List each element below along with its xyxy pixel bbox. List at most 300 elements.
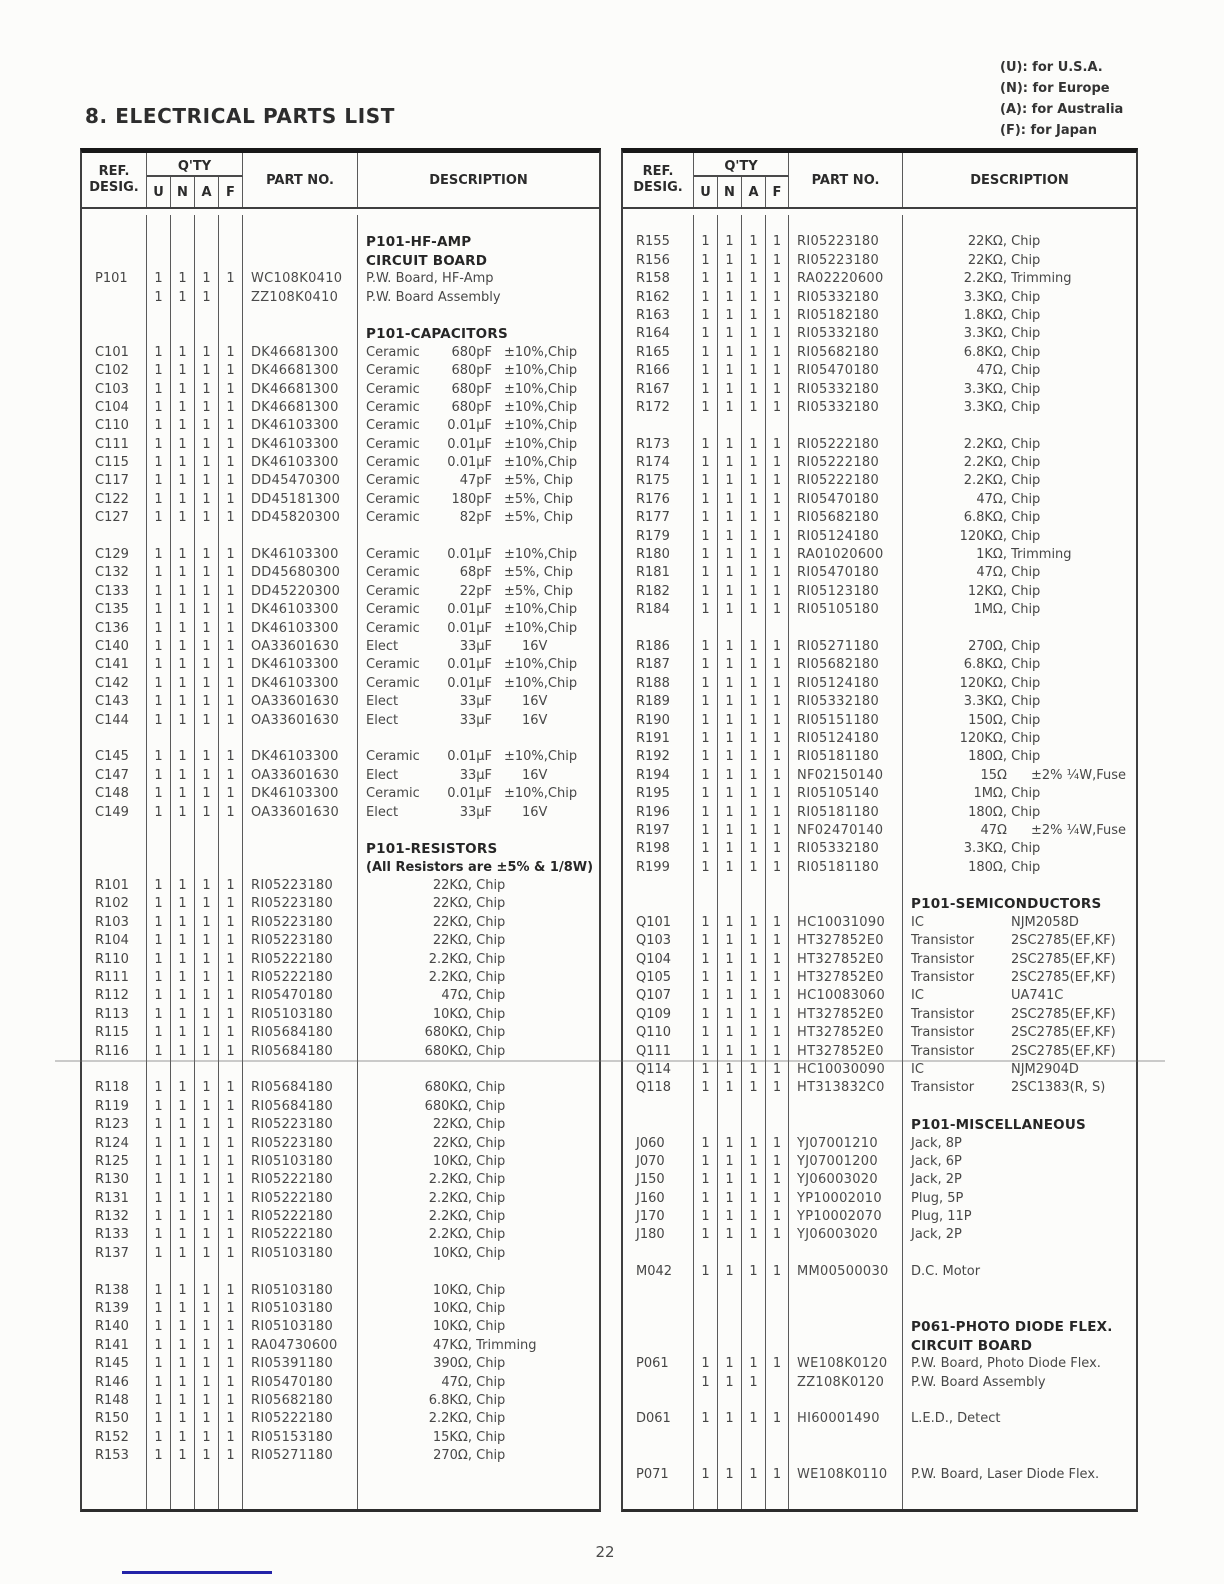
qty-cell <box>766 1318 789 1336</box>
qty-cell <box>195 730 219 748</box>
table-row <box>82 546 599 564</box>
part-no-cell <box>243 822 358 840</box>
qty-cell: 1 <box>718 546 742 564</box>
ref-desig-cell: J170 <box>623 1208 694 1226</box>
description-cell <box>903 1153 1136 1171</box>
qty-cell <box>766 1116 789 1134</box>
part-value: 22KΩ, <box>432 1117 472 1133</box>
part-suffix: Chip <box>1007 565 1041 581</box>
qty-cell <box>195 252 219 270</box>
description-cell <box>358 1116 599 1134</box>
ref-desig-cell: R172 <box>623 399 694 417</box>
qty-cell: 1 <box>694 1171 718 1189</box>
qty-cell: 1 <box>694 1135 718 1153</box>
qty-cell: 1 <box>147 638 171 656</box>
qty-cell: 1 <box>742 1153 766 1171</box>
qty-cell <box>171 325 195 343</box>
qty-cell: 1 <box>195 877 219 895</box>
qty-cell: 1 <box>219 693 243 711</box>
qty-cell <box>147 307 171 325</box>
table-row <box>82 1392 599 1410</box>
part-suffix: Chip <box>472 878 506 894</box>
qty-cell: 1 <box>147 564 171 582</box>
part-description-text: Jack, 2P <box>911 1172 962 1188</box>
qty-cell: 1 <box>171 1190 195 1208</box>
part-tolerance: ±5%, Chip <box>504 583 573 599</box>
part-suffix: Chip <box>472 1245 506 1261</box>
part-no-cell: RI05223180 <box>243 877 358 895</box>
qty-cell: 1 <box>171 417 195 435</box>
qty-cell <box>742 1318 766 1336</box>
description-cell <box>358 454 599 472</box>
part-type: IC <box>911 988 924 1004</box>
qty-cell: 1 <box>147 1135 171 1153</box>
part-no-cell: DK46103300 <box>243 748 358 766</box>
part-no-cell: RI05470180 <box>789 362 903 380</box>
blank-row <box>82 1502 599 1512</box>
qty-cell: 1 <box>694 1024 718 1042</box>
part-value: 0.01µF <box>447 418 492 434</box>
table-row <box>82 436 599 454</box>
part-description-text: P.W. Board, Photo Diode Flex. <box>911 1356 1101 1372</box>
section-header-row <box>82 252 599 270</box>
part-value: 6.8KΩ, <box>963 657 1007 673</box>
qty-cell: 1 <box>219 1006 243 1024</box>
qty-cell: 1 <box>694 730 718 748</box>
part-no-cell: RI05223180 <box>243 1135 358 1153</box>
part-value: 680pF <box>451 399 492 415</box>
qty-cell: 1 <box>694 1006 718 1024</box>
part-no-cell: RI05470180 <box>243 1374 358 1392</box>
qty-cell: 1 <box>195 1410 219 1428</box>
qty-cell: 1 <box>195 932 219 950</box>
qty-cell: 1 <box>171 1116 195 1134</box>
qty-cell: 1 <box>147 1171 171 1189</box>
qty-cell: 1 <box>766 1043 789 1061</box>
part-value: 2.2KΩ, <box>428 1411 472 1427</box>
description-cell <box>358 693 599 711</box>
qty-cell <box>171 1061 195 1079</box>
qty-col-f: F <box>219 177 243 207</box>
part-suffix: Chip <box>472 1043 506 1059</box>
qty-cell <box>694 1502 718 1512</box>
part-no-cell: DK46103300 <box>243 546 358 564</box>
ref-desig-cell: R113 <box>82 1006 147 1024</box>
qty-cell: 1 <box>766 656 789 674</box>
ref-header-line2: DESIG. <box>89 180 139 195</box>
part-no-header: PART NO. <box>243 153 358 207</box>
table-header <box>623 153 1136 209</box>
qty-cell: 1 <box>718 528 742 546</box>
qty-cell: 1 <box>195 1318 219 1336</box>
page-number: 22 <box>595 1543 615 1561</box>
qty-cell: 1 <box>195 1024 219 1042</box>
part-model: UA741C <box>1011 988 1064 1004</box>
part-no-cell: YJ06003020 <box>789 1226 903 1244</box>
table-row <box>82 932 599 950</box>
description-cell <box>903 951 1136 969</box>
qty-cell <box>718 1098 742 1116</box>
qty-cell <box>694 417 718 435</box>
qty-cell: 1 <box>718 1079 742 1097</box>
table-row <box>623 1226 1136 1244</box>
part-no-cell: RI05332180 <box>789 381 903 399</box>
part-no-cell <box>789 1245 903 1263</box>
part-type: IC <box>911 914 924 930</box>
scan-artifact-line <box>55 1060 1165 1062</box>
qty-cell: 1 <box>694 564 718 582</box>
qty-cell <box>219 1502 243 1512</box>
qty-cell: 1 <box>195 1135 219 1153</box>
part-suffix: Chip <box>1007 786 1041 802</box>
ref-desig-cell: C142 <box>82 675 147 693</box>
qty-cell <box>219 1263 243 1281</box>
qty-cell: 1 <box>694 399 718 417</box>
qty-cell: 1 <box>147 546 171 564</box>
ref-desig-cell: R123 <box>82 1116 147 1134</box>
qty-cell: 1 <box>718 969 742 987</box>
description-cell <box>903 1502 1136 1512</box>
part-no-cell: DK46103300 <box>243 454 358 472</box>
ref-desig-cell: R181 <box>623 564 694 582</box>
ref-desig-cell: R195 <box>623 785 694 803</box>
qty-cell <box>171 252 195 270</box>
part-suffix: Chip <box>1007 694 1041 710</box>
qty-cell: 1 <box>219 1337 243 1355</box>
description-cell <box>358 362 599 380</box>
qty-cell: 1 <box>219 620 243 638</box>
qty-cell: 1 <box>147 1410 171 1428</box>
part-tolerance: ±10%,Chip <box>504 602 578 618</box>
part-suffix: Chip <box>1007 675 1041 691</box>
blank-row <box>623 1282 1136 1300</box>
section-header-row <box>623 1318 1136 1336</box>
ref-desig-cell: C133 <box>82 583 147 601</box>
ref-desig-cell: R138 <box>82 1282 147 1300</box>
part-no-cell: RI05181180 <box>789 859 903 877</box>
ref-desig-cell: C143 <box>82 693 147 711</box>
qty-cell: 1 <box>694 509 718 527</box>
qty-cell <box>694 1245 718 1263</box>
qty-cell: 1 <box>718 1208 742 1226</box>
part-value: 22KΩ, <box>432 878 472 894</box>
ref-desig-cell: C136 <box>82 620 147 638</box>
qty-cell: 1 <box>219 1171 243 1189</box>
ref-desig-cell <box>82 1484 147 1502</box>
table-row <box>623 491 1136 509</box>
description-cell <box>903 270 1136 288</box>
ref-desig-cell <box>623 1282 694 1300</box>
qty-cell: 1 <box>742 1006 766 1024</box>
table-row <box>82 289 599 307</box>
qty-cell: 1 <box>694 1374 718 1392</box>
qty-cell: 1 <box>718 932 742 950</box>
part-suffix: Chip <box>472 1172 506 1188</box>
qty-cell: 1 <box>766 1226 789 1244</box>
description-cell <box>903 675 1136 693</box>
ref-desig-cell: R102 <box>82 895 147 913</box>
qty-cell: 1 <box>147 620 171 638</box>
qty-cell <box>766 1282 789 1300</box>
qty-cell: 1 <box>694 344 718 362</box>
part-no-cell <box>789 1116 903 1134</box>
table-row <box>623 987 1136 1005</box>
part-value: 47Ω, <box>976 491 1007 507</box>
table-row <box>623 362 1136 380</box>
legend-item-australia: (A): for Australia <box>1000 102 1124 117</box>
part-no-cell: RA01020600 <box>789 546 903 564</box>
part-suffix: Chip <box>472 1080 506 1096</box>
description-cell <box>903 859 1136 877</box>
part-type: Ceramic <box>366 657 420 673</box>
part-value: 22KΩ, <box>432 896 472 912</box>
qty-cell: 1 <box>718 289 742 307</box>
ref-desig-cell <box>82 730 147 748</box>
part-type: Ceramic <box>366 565 420 581</box>
qty-cell <box>171 1484 195 1502</box>
table-row <box>623 252 1136 270</box>
qty-cell <box>694 1392 718 1410</box>
qty-cell <box>195 528 219 546</box>
qty-cell: 1 <box>171 1135 195 1153</box>
qty-cell <box>742 1337 766 1355</box>
qty-header: Q'TY <box>147 153 243 177</box>
part-no-cell <box>789 877 903 895</box>
description-cell <box>903 730 1136 748</box>
table-row <box>623 638 1136 656</box>
ref-desig-cell: Q105 <box>623 969 694 987</box>
table-row <box>623 1208 1136 1226</box>
qty-cell <box>147 1502 171 1512</box>
part-no-cell: RI05682180 <box>789 344 903 362</box>
qty-cell: 1 <box>694 656 718 674</box>
part-no-cell: RI05682180 <box>789 656 903 674</box>
ref-desig-cell: R196 <box>623 804 694 822</box>
legend-item-usa: (U): for U.S.A. <box>1000 60 1103 75</box>
ref-desig-cell: R163 <box>623 307 694 325</box>
description-cell <box>358 656 599 674</box>
description-cell <box>903 1447 1136 1465</box>
qty-cell: 1 <box>147 748 171 766</box>
qty-cell: 1 <box>219 509 243 527</box>
qty-cell: 1 <box>195 491 219 509</box>
table-row <box>623 399 1136 417</box>
description-cell <box>903 1300 1136 1318</box>
qty-cell: 1 <box>171 344 195 362</box>
ref-desig-cell <box>82 1502 147 1512</box>
ref-desig-cell: C145 <box>82 748 147 766</box>
description-cell <box>903 215 1136 233</box>
section-note-row <box>82 859 599 877</box>
qty-cell: 1 <box>742 509 766 527</box>
qty-cell: 1 <box>718 454 742 472</box>
part-type: Ceramic <box>366 749 420 765</box>
table-row <box>82 1153 599 1171</box>
description-cell <box>358 1190 599 1208</box>
part-suffix: Chip <box>472 1227 506 1243</box>
qty-cell: 1 <box>171 270 195 288</box>
part-no-cell <box>789 417 903 435</box>
part-no-cell <box>789 895 903 913</box>
part-no-cell <box>789 1429 903 1447</box>
part-value: 0.01µF <box>447 786 492 802</box>
ref-desig-cell <box>623 1392 694 1410</box>
ref-desig-cell: J060 <box>623 1135 694 1153</box>
description-cell <box>358 1502 599 1512</box>
qty-cell <box>171 1263 195 1281</box>
part-no-cell: OA33601630 <box>243 767 358 785</box>
ref-desig-cell: R145 <box>82 1355 147 1373</box>
part-suffix: Chip <box>472 1411 506 1427</box>
part-value: 3.3KΩ, <box>963 381 1007 397</box>
table-row <box>623 822 1136 840</box>
qty-cell <box>195 1263 219 1281</box>
ref-desig-cell: R166 <box>623 362 694 380</box>
section-header-row <box>623 1337 1136 1355</box>
table-row <box>82 399 599 417</box>
part-suffix: Chip <box>472 1319 506 1335</box>
qty-cell: 1 <box>219 1135 243 1153</box>
qty-cell: 1 <box>147 969 171 987</box>
qty-cell: 1 <box>171 1208 195 1226</box>
part-type: Ceramic <box>366 491 420 507</box>
part-value: 12KΩ, <box>967 583 1007 599</box>
qty-cell: 1 <box>219 583 243 601</box>
qty-cell: 1 <box>766 436 789 454</box>
part-no-cell: RI05223180 <box>243 914 358 932</box>
table-row <box>82 767 599 785</box>
qty-cell <box>694 215 718 233</box>
qty-cell: 1 <box>766 381 789 399</box>
qty-cell: 1 <box>147 987 171 1005</box>
qty-cell: 1 <box>171 362 195 380</box>
description-cell <box>358 1135 599 1153</box>
qty-cell: 1 <box>195 472 219 490</box>
qty-cell: 1 <box>171 1006 195 1024</box>
ref-desig-cell: R179 <box>623 528 694 546</box>
part-no-cell: RI05223180 <box>243 932 358 950</box>
part-no-cell <box>243 1263 358 1281</box>
qty-cell: 1 <box>766 454 789 472</box>
ref-desig-cell <box>82 1263 147 1281</box>
ref-desig-cell <box>623 1374 694 1392</box>
table-row <box>623 932 1136 950</box>
description-cell <box>903 1355 1136 1373</box>
part-suffix: Chip <box>1007 841 1041 857</box>
qty-cell: 1 <box>766 730 789 748</box>
section-header-row <box>82 840 599 858</box>
ref-desig-cell: R125 <box>82 1153 147 1171</box>
qty-cell <box>718 895 742 913</box>
description-cell <box>358 325 599 343</box>
table-row <box>82 1135 599 1153</box>
part-no-cell: RI05470180 <box>243 987 358 1005</box>
ref-header-line1: REF. <box>98 164 130 179</box>
qty-cell: 1 <box>718 583 742 601</box>
qty-cell: 1 <box>718 325 742 343</box>
description-cell <box>903 491 1136 509</box>
description-cell <box>358 344 599 362</box>
qty-cell: 1 <box>694 932 718 950</box>
qty-cell: 1 <box>147 436 171 454</box>
part-no-cell: RI05332180 <box>789 840 903 858</box>
ref-desig-cell: R146 <box>82 1374 147 1392</box>
description-cell <box>903 436 1136 454</box>
qty-cell: 1 <box>694 822 718 840</box>
qty-cell: 1 <box>742 767 766 785</box>
qty-col-u: U <box>147 177 171 207</box>
qty-cell: 1 <box>147 1079 171 1097</box>
qty-cell: 1 <box>171 1392 195 1410</box>
qty-cell: 1 <box>766 932 789 950</box>
part-description-text: L.E.D., Detect <box>911 1411 1001 1427</box>
qty-cell: 1 <box>219 1355 243 1373</box>
qty-cell: 1 <box>742 1466 766 1484</box>
blank-row <box>82 730 599 748</box>
ref-desig-cell: R112 <box>82 987 147 1005</box>
qty-cell: 1 <box>195 362 219 380</box>
part-no-cell <box>789 1318 903 1336</box>
ref-desig-cell <box>623 1447 694 1465</box>
qty-cell: 1 <box>742 472 766 490</box>
part-suffix: Chip <box>472 1448 506 1464</box>
description-cell <box>903 1392 1136 1410</box>
table-row <box>82 381 599 399</box>
qty-cell <box>171 730 195 748</box>
part-type: Transistor <box>911 1080 975 1096</box>
table-row <box>623 509 1136 527</box>
part-no-cell: RI05223180 <box>243 1116 358 1134</box>
qty-cell: 1 <box>219 951 243 969</box>
qty-cell: 1 <box>219 344 243 362</box>
qty-cell <box>171 1466 195 1484</box>
part-suffix: Chip <box>1007 859 1041 875</box>
description-cell <box>903 987 1136 1005</box>
description-cell <box>903 325 1136 343</box>
part-suffix: Chip <box>472 914 506 930</box>
ref-desig-cell: R175 <box>623 472 694 490</box>
qty-cell <box>171 1502 195 1512</box>
qty-cell <box>694 1429 718 1447</box>
qty-cell: 1 <box>219 1300 243 1318</box>
part-no-cell: DD45820300 <box>243 509 358 527</box>
table-row <box>623 436 1136 454</box>
qty-cell: 1 <box>147 1226 171 1244</box>
qty-cell: 1 <box>742 656 766 674</box>
ref-desig-cell: R148 <box>82 1392 147 1410</box>
part-suffix: Chip <box>1007 289 1041 305</box>
table-row <box>623 675 1136 693</box>
description-cell <box>903 1061 1136 1079</box>
qty-cell: 1 <box>694 859 718 877</box>
part-tolerance: ±10%,Chip <box>504 620 578 636</box>
qty-cell: 1 <box>195 675 219 693</box>
qty-cell: 1 <box>718 1410 742 1428</box>
qty-cell: 1 <box>742 951 766 969</box>
qty-cell: 1 <box>766 233 789 251</box>
part-value: 180pF <box>451 491 492 507</box>
part-no-cell <box>789 1447 903 1465</box>
qty-cell <box>147 252 171 270</box>
ref-desig-cell: C110 <box>82 417 147 435</box>
part-no-cell: WE108K0120 <box>789 1355 903 1373</box>
blank-row <box>82 1061 599 1079</box>
part-value: 2.2KΩ, <box>428 951 472 967</box>
qty-cell: 1 <box>718 1043 742 1061</box>
table-row <box>623 1006 1136 1024</box>
description-cell <box>358 1098 599 1116</box>
part-no-cell: RI05684180 <box>243 1098 358 1116</box>
